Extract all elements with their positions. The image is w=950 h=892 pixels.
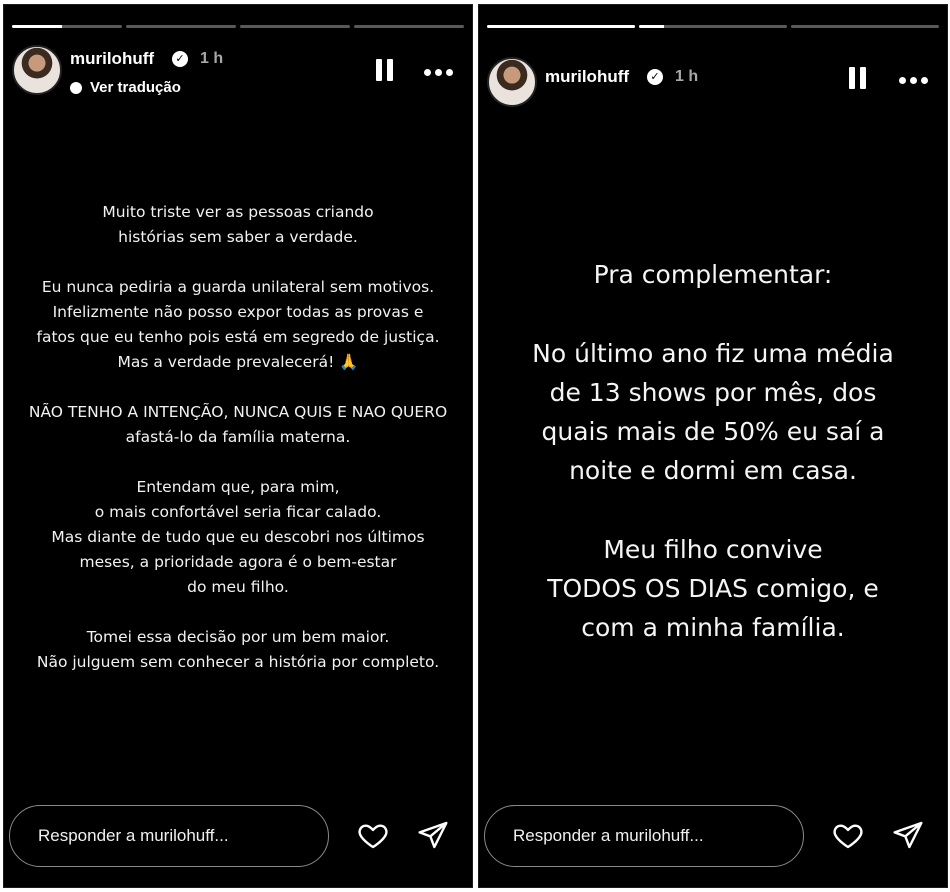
story-line: TODOS OS DIAS comigo, e [547, 574, 879, 603]
story-line: noite e dormi em casa. [569, 456, 857, 485]
story-paragraph [479, 255, 947, 294]
reply-placeholder: Responder a murilohuff... [513, 826, 704, 845]
story-paragraph [4, 200, 472, 250]
progress-segment [639, 25, 787, 28]
story-line: o mais confortável seria ficar calado. [94, 503, 382, 521]
avatar[interactable] [12, 45, 62, 95]
reply-input[interactable] [484, 805, 804, 867]
story-line: afastá-lo da família materna. [125, 428, 351, 446]
pause-icon[interactable] [849, 67, 867, 89]
username[interactable]: murilohuff [70, 49, 155, 68]
progress-segment [791, 25, 939, 28]
story-paragraph [4, 400, 472, 450]
story-line: de 13 shows por mês, dos [549, 378, 877, 407]
story-paragraph [4, 275, 472, 375]
username[interactable]: murilohuff [545, 67, 630, 86]
send-icon[interactable] [416, 819, 450, 851]
story-line: do meu filho. [187, 578, 289, 596]
story-paragraph [479, 530, 947, 647]
story-line: Eu nunca pediria a guarda unilateral sem motivos. [41, 278, 435, 296]
progress-segment [240, 25, 350, 28]
story-paragraph [479, 334, 947, 490]
reply-placeholder: Responder a murilohuff... [38, 826, 229, 845]
story-line: histórias sem saber a verdade. [118, 228, 358, 246]
story-text [479, 255, 947, 687]
story-panel-left[interactable] [3, 4, 473, 888]
progress-segment [487, 25, 635, 28]
story-line: com a minha família. [581, 613, 845, 642]
progress-segment [354, 25, 464, 28]
story-text [4, 200, 472, 700]
progress-segment [12, 25, 122, 28]
story-header [485, 57, 937, 117]
story-line: meses, a prioridade agora é o bem-estar [79, 553, 397, 571]
story-line: Infelizmente não posso expor todas as provas e [52, 303, 424, 321]
reply-input[interactable] [9, 805, 329, 867]
story-line: Não julguem sem conhecer a história por completo. [36, 653, 440, 671]
story-paragraph [4, 625, 472, 675]
verified-badge-icon: ✓ [647, 69, 663, 85]
story-progress-bar [12, 25, 464, 28]
heart-icon[interactable] [831, 819, 865, 851]
story-line: Pra complementar: [593, 260, 833, 289]
story-line: NÃO TENHO A INTENÇÃO, NUNCA QUIS E NAO QUERO [28, 403, 448, 421]
story-progress-bar [487, 25, 939, 28]
story-line: Mas diante de tudo que eu descobri nos últimos [51, 528, 425, 546]
translate-label: Ver tradução [90, 79, 181, 96]
story-line: No último ano fiz uma média [532, 339, 894, 368]
translate-button[interactable] [70, 79, 181, 96]
post-time: 1 h [200, 50, 224, 67]
story-line: Muito triste ver as pessoas criando [102, 203, 374, 221]
story-line: fatos que eu tenho pois está em segredo de justiça. [36, 328, 440, 346]
avatar[interactable] [487, 57, 537, 107]
story-line: Meu filho convive [603, 535, 823, 564]
story-line: Mas a verdade prevalecerá! 🙏 [117, 353, 359, 371]
heart-icon[interactable] [356, 819, 390, 851]
post-time: 1 h [675, 68, 699, 85]
story-paragraph [4, 475, 472, 600]
chat-bubble-icon [70, 82, 82, 94]
story-header [10, 45, 462, 105]
story-line: Entendam que, para mim, [136, 478, 340, 496]
story-footer [479, 805, 947, 869]
story-footer [4, 805, 472, 869]
progress-segment [126, 25, 236, 28]
more-options-icon[interactable] [899, 77, 928, 84]
story-line: quais mais de 50% eu saí a [541, 417, 885, 446]
story-line: Tomei essa decisão por um bem maior. [86, 628, 390, 646]
pause-icon[interactable] [376, 59, 394, 81]
story-panel-right[interactable] [478, 4, 948, 888]
more-options-icon[interactable] [424, 69, 453, 76]
verified-badge-icon: ✓ [172, 51, 188, 67]
send-icon[interactable] [891, 819, 925, 851]
